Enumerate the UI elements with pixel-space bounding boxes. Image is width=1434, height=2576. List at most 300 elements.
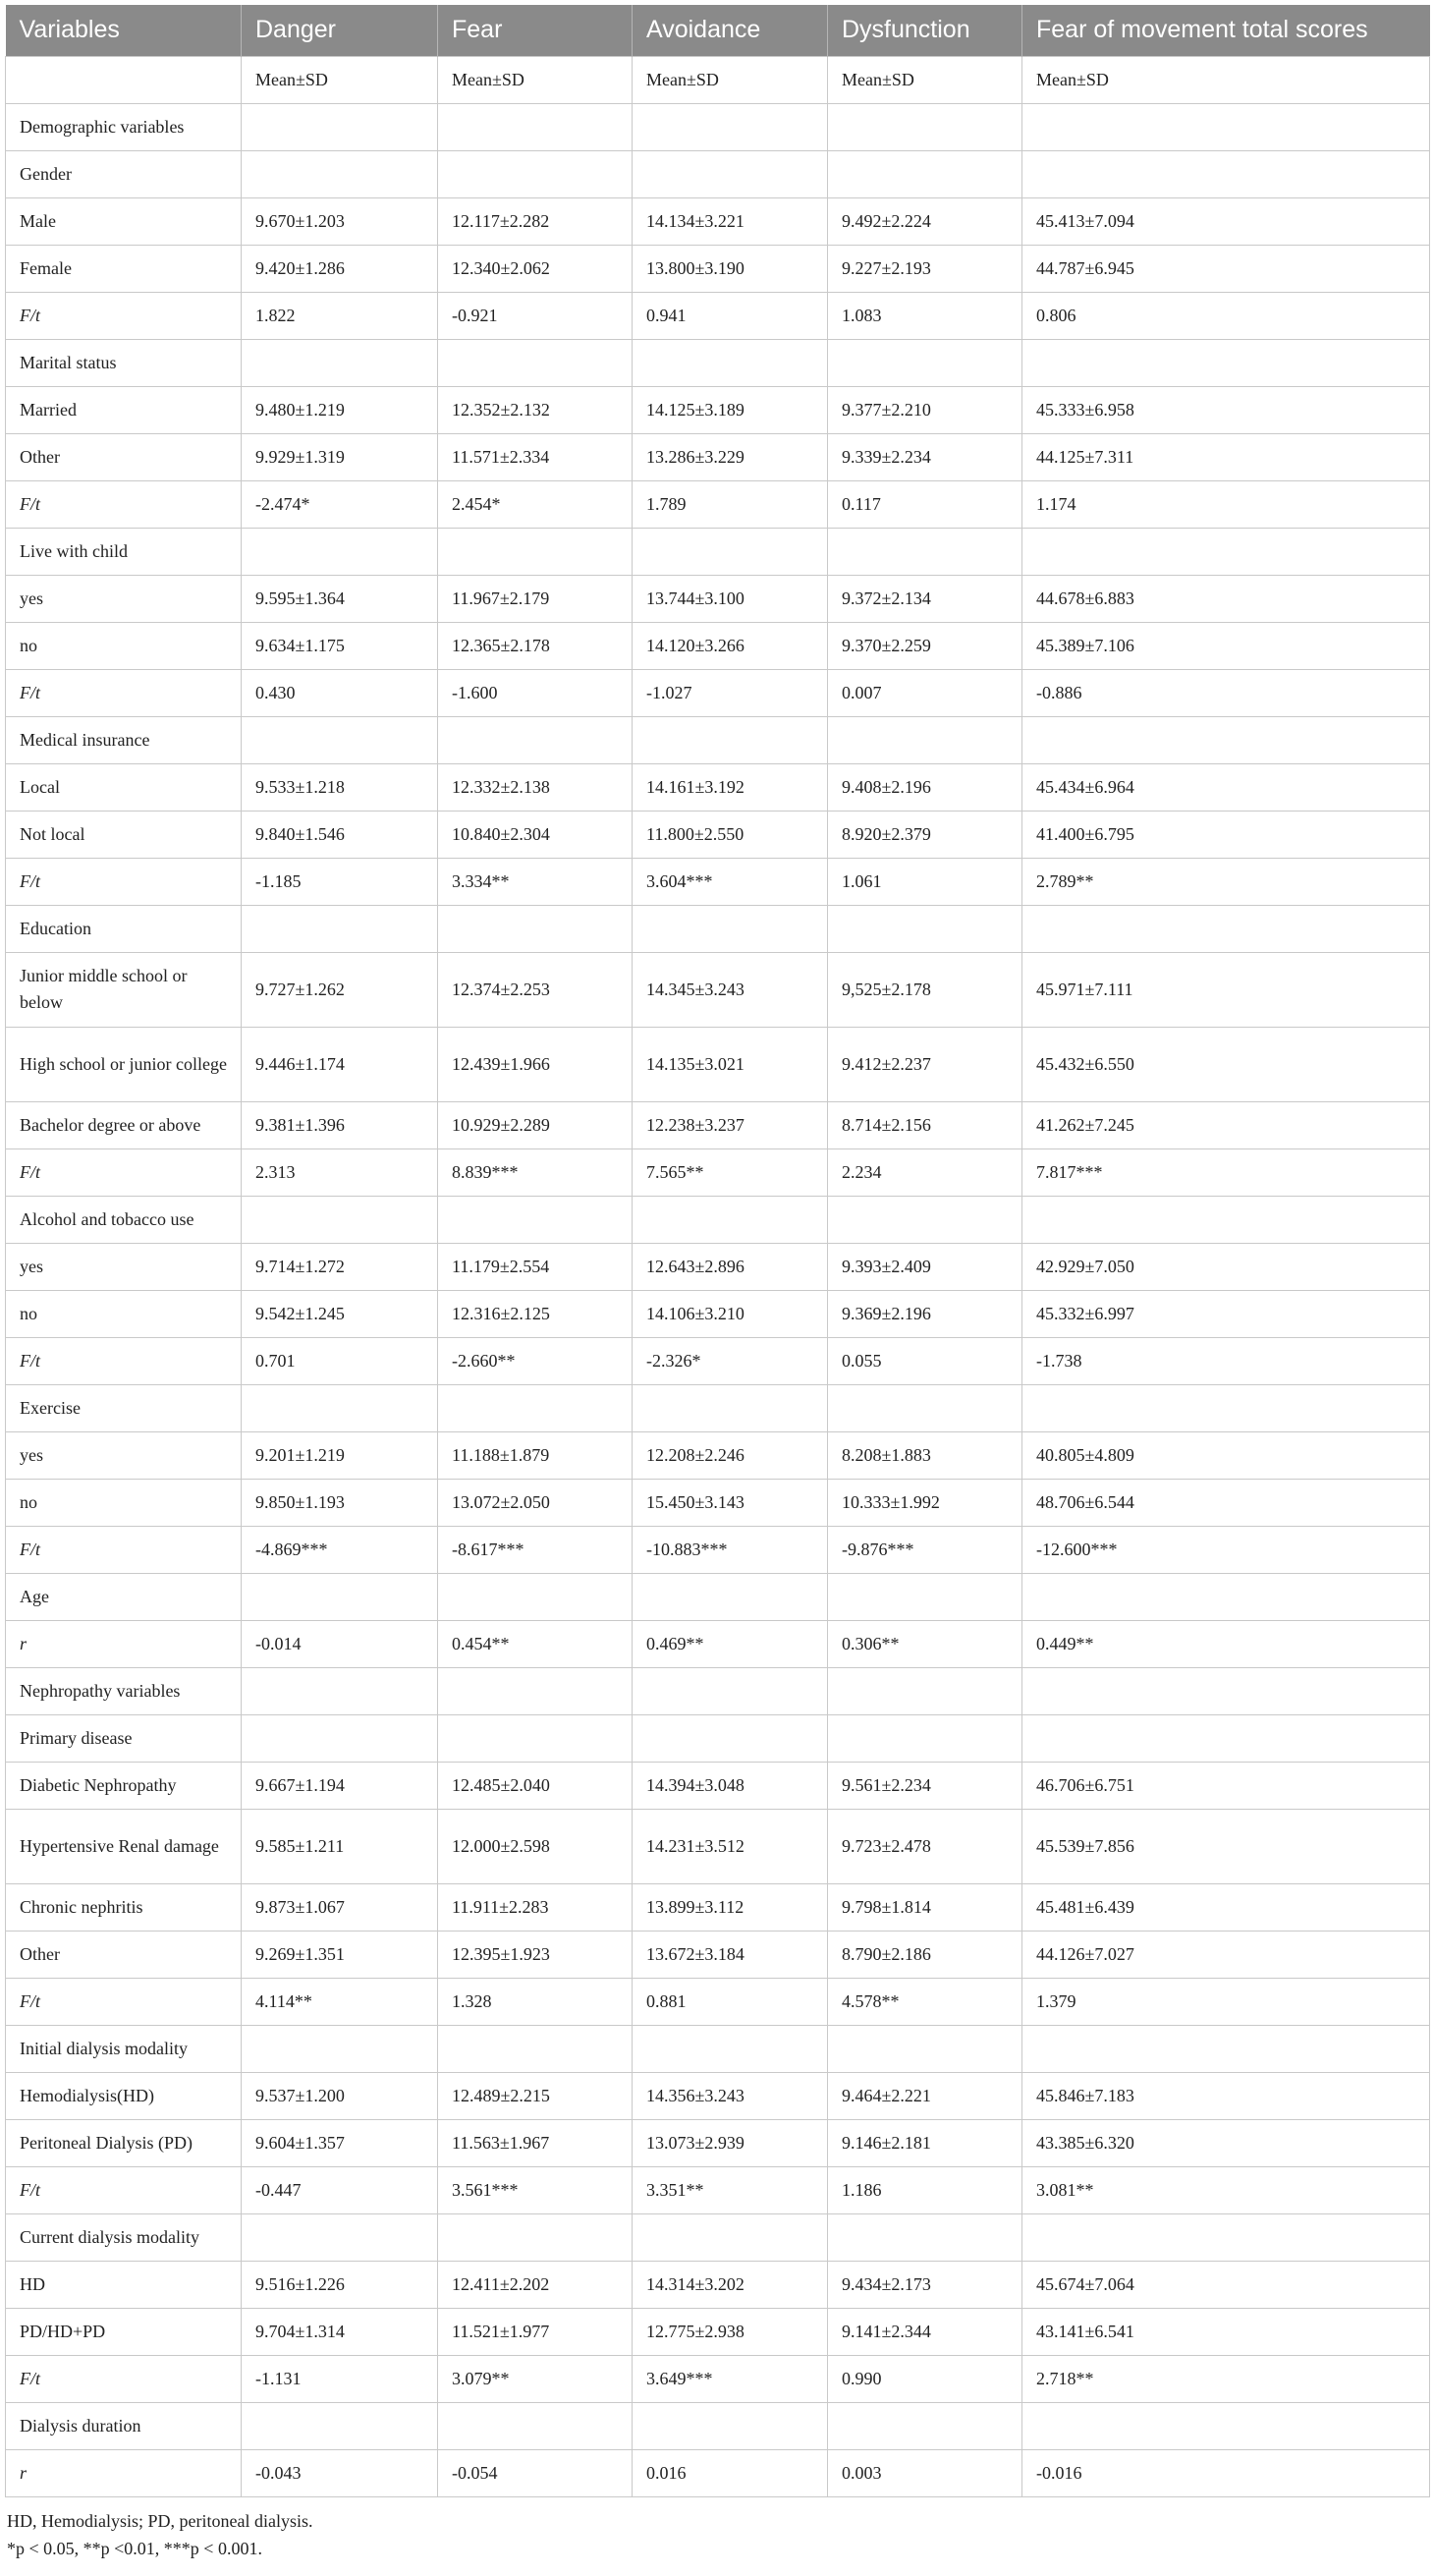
value-cell: 9.850±1.193 xyxy=(242,1479,438,1526)
value-cell xyxy=(242,1714,438,1762)
value-cell: 11.521±1.977 xyxy=(438,2308,633,2355)
value-cell: 3.334** xyxy=(438,858,633,905)
value-cell: -1.027 xyxy=(633,669,828,716)
value-cell: -0.886 xyxy=(1022,669,1430,716)
value-cell: 9.227±2.193 xyxy=(828,245,1022,292)
row-label-cell: r xyxy=(6,1620,242,1667)
row-label-cell: Primary disease xyxy=(6,1714,242,1762)
value-cell: 0.007 xyxy=(828,669,1022,716)
row-label-cell: Junior middle school or below xyxy=(6,952,242,1027)
value-cell: 12.340±2.062 xyxy=(438,245,633,292)
row-label-cell: Local xyxy=(6,763,242,811)
value-cell: 45.481±6.439 xyxy=(1022,1883,1430,1931)
value-cell xyxy=(633,1384,828,1431)
value-cell: 12.117±2.282 xyxy=(438,197,633,245)
value-cell xyxy=(1022,716,1430,763)
value-cell: 14.314±3.202 xyxy=(633,2261,828,2308)
value-cell: 0.990 xyxy=(828,2355,1022,2402)
row-label-cell: Age xyxy=(6,1573,242,1620)
value-cell: 0.016 xyxy=(633,2449,828,2496)
value-cell: 13.072±2.050 xyxy=(438,1479,633,1526)
value-cell xyxy=(633,2402,828,2449)
value-cell xyxy=(633,103,828,150)
value-cell: 42.929±7.050 xyxy=(1022,1243,1430,1290)
value-cell: 0.003 xyxy=(828,2449,1022,2496)
value-cell: 9.585±1.211 xyxy=(242,1809,438,1883)
row-label-cell: yes xyxy=(6,1243,242,1290)
value-cell: 9.561±2.234 xyxy=(828,1762,1022,1809)
value-cell: 1.083 xyxy=(828,292,1022,339)
value-cell xyxy=(1022,528,1430,575)
table-row xyxy=(6,1101,1430,1148)
value-cell: 13.800±3.190 xyxy=(633,245,828,292)
value-cell: 12.365±2.178 xyxy=(438,622,633,669)
value-cell xyxy=(828,2402,1022,2449)
value-cell: 3.604*** xyxy=(633,858,828,905)
value-cell: -2.326* xyxy=(633,1337,828,1384)
row-label-cell: Medical insurance xyxy=(6,716,242,763)
value-cell: 7.565** xyxy=(633,1148,828,1196)
value-cell xyxy=(828,2213,1022,2261)
table-row xyxy=(6,1337,1430,1384)
value-cell: 9.667±1.194 xyxy=(242,1762,438,1809)
value-cell xyxy=(1022,1384,1430,1431)
value-cell xyxy=(438,1384,633,1431)
row-label-cell: F/t xyxy=(6,2166,242,2213)
row-label-cell: F/t xyxy=(6,480,242,528)
value-cell: 12.411±2.202 xyxy=(438,2261,633,2308)
table-row xyxy=(6,858,1430,905)
value-cell xyxy=(1022,905,1430,952)
row-label-cell: Other xyxy=(6,433,242,480)
value-cell: -4.869*** xyxy=(242,1526,438,1573)
table-row xyxy=(6,2072,1430,2119)
value-cell: 0.430 xyxy=(242,669,438,716)
value-cell: 45.846±7.183 xyxy=(1022,2072,1430,2119)
results-table xyxy=(5,5,1430,2497)
value-cell xyxy=(438,150,633,197)
value-cell: 1.789 xyxy=(633,480,828,528)
footnote-significance: *p < 0.05, **p <0.01, ***p < 0.001. xyxy=(7,2538,262,2558)
value-cell: 0.941 xyxy=(633,292,828,339)
value-cell: 1.186 xyxy=(828,2166,1022,2213)
table-row xyxy=(6,1196,1430,1243)
value-cell xyxy=(828,1196,1022,1243)
value-cell: 1.328 xyxy=(438,1978,633,2025)
value-cell: 3.649*** xyxy=(633,2355,828,2402)
value-cell xyxy=(633,2213,828,2261)
value-cell xyxy=(438,528,633,575)
value-cell xyxy=(242,1573,438,1620)
table-row xyxy=(6,952,1430,1027)
value-cell: 14.135±3.021 xyxy=(633,1027,828,1101)
row-label-cell: no xyxy=(6,622,242,669)
value-cell xyxy=(438,905,633,952)
value-cell: 9.412±2.237 xyxy=(828,1027,1022,1101)
table-row xyxy=(6,1883,1430,1931)
footnote-abbreviations: HD, Hemodialysis; PD, peritoneal dialysis. xyxy=(7,2510,313,2531)
value-cell xyxy=(828,905,1022,952)
table-container xyxy=(5,5,1429,2562)
table-row xyxy=(6,811,1430,858)
value-cell: 9.723±2.478 xyxy=(828,1809,1022,1883)
value-cell: 45.332±6.997 xyxy=(1022,1290,1430,1337)
table-row xyxy=(6,622,1430,669)
value-cell: 9.201±1.219 xyxy=(242,1431,438,1479)
value-cell xyxy=(242,1196,438,1243)
value-cell: 0.454** xyxy=(438,1620,633,1667)
value-cell: 9.929±1.319 xyxy=(242,433,438,480)
row-label-cell: Hypertensive Renal damage xyxy=(6,1809,242,1883)
row-label-cell: Live with child xyxy=(6,528,242,575)
value-cell: -0.447 xyxy=(242,2166,438,2213)
table-row xyxy=(6,1667,1430,1714)
table-row xyxy=(6,1027,1430,1101)
value-cell xyxy=(438,2213,633,2261)
value-cell: 13.899±3.112 xyxy=(633,1883,828,1931)
table-row xyxy=(6,1148,1430,1196)
value-cell xyxy=(633,339,828,386)
value-cell: 0.055 xyxy=(828,1337,1022,1384)
header-fear: Fear xyxy=(438,5,633,56)
value-cell: 9.141±2.344 xyxy=(828,2308,1022,2355)
value-cell: 3.561*** xyxy=(438,2166,633,2213)
value-cell: 9.873±1.067 xyxy=(242,1883,438,1931)
value-cell: 41.262±7.245 xyxy=(1022,1101,1430,1148)
value-cell xyxy=(633,1714,828,1762)
value-cell: -1.185 xyxy=(242,858,438,905)
value-cell: 11.188±1.879 xyxy=(438,1431,633,1479)
value-cell: -8.617*** xyxy=(438,1526,633,1573)
value-cell xyxy=(438,1196,633,1243)
table-row xyxy=(6,575,1430,622)
table-row xyxy=(6,433,1430,480)
value-cell: 1.379 xyxy=(1022,1978,1430,2025)
value-cell: 14.394±3.048 xyxy=(633,1762,828,1809)
value-cell: 11.571±2.334 xyxy=(438,433,633,480)
value-cell: 45.971±7.111 xyxy=(1022,952,1430,1027)
value-cell: 43.385±6.320 xyxy=(1022,2119,1430,2166)
value-cell: 9.595±1.364 xyxy=(242,575,438,622)
value-cell: 12.000±2.598 xyxy=(438,1809,633,1883)
value-cell: 44.125±7.311 xyxy=(1022,433,1430,480)
value-cell: 44.678±6.883 xyxy=(1022,575,1430,622)
value-cell: 9.537±1.200 xyxy=(242,2072,438,2119)
value-cell: -12.600*** xyxy=(1022,1526,1430,1573)
value-cell: 9,525±2.178 xyxy=(828,952,1022,1027)
table-row xyxy=(6,2119,1430,2166)
row-label-cell: Dialysis duration xyxy=(6,2402,242,2449)
value-cell: 12.332±2.138 xyxy=(438,763,633,811)
value-cell xyxy=(242,2213,438,2261)
row-label-cell: Hemodialysis(HD) xyxy=(6,2072,242,2119)
value-cell xyxy=(242,716,438,763)
value-cell: 12.489±2.215 xyxy=(438,2072,633,2119)
value-cell: 12.208±2.246 xyxy=(633,1431,828,1479)
row-label-cell: F/t xyxy=(6,2355,242,2402)
row-label-cell: Bachelor degree or above xyxy=(6,1101,242,1148)
value-cell: 43.141±6.541 xyxy=(1022,2308,1430,2355)
row-label-cell: yes xyxy=(6,575,242,622)
header-variables: Variables xyxy=(6,5,242,56)
value-cell xyxy=(828,1573,1022,1620)
value-cell: -0.043 xyxy=(242,2449,438,2496)
table-body xyxy=(6,56,1430,2496)
table-row xyxy=(6,150,1430,197)
value-cell: 12.395±1.923 xyxy=(438,1931,633,1978)
row-label-cell: Gender xyxy=(6,150,242,197)
value-cell: 9.798±1.814 xyxy=(828,1883,1022,1931)
value-cell: 4.114** xyxy=(242,1978,438,2025)
value-cell xyxy=(1022,1714,1430,1762)
value-cell: 44.787±6.945 xyxy=(1022,245,1430,292)
value-cell: Mean±SD xyxy=(438,56,633,103)
value-cell: 1.822 xyxy=(242,292,438,339)
row-label-cell: HD xyxy=(6,2261,242,2308)
value-cell: 9.377±2.210 xyxy=(828,386,1022,433)
value-cell: 45.432±6.550 xyxy=(1022,1027,1430,1101)
value-cell xyxy=(438,1573,633,1620)
table-row xyxy=(6,716,1430,763)
table-row xyxy=(6,2402,1430,2449)
value-cell: 14.106±3.210 xyxy=(633,1290,828,1337)
value-cell xyxy=(828,1667,1022,1714)
table-row xyxy=(6,56,1430,103)
table-row xyxy=(6,2213,1430,2261)
value-cell: 12.316±2.125 xyxy=(438,1290,633,1337)
value-cell: 8.839*** xyxy=(438,1148,633,1196)
value-cell: 0.469** xyxy=(633,1620,828,1667)
row-label-cell: Other xyxy=(6,1931,242,1978)
table-row xyxy=(6,197,1430,245)
value-cell: 11.179±2.554 xyxy=(438,1243,633,1290)
value-cell: 9.381±1.396 xyxy=(242,1101,438,1148)
value-cell: 9.393±2.409 xyxy=(828,1243,1022,1290)
value-cell: 9.604±1.357 xyxy=(242,2119,438,2166)
value-cell xyxy=(242,2025,438,2072)
header-avoidance: Avoidance xyxy=(633,5,828,56)
value-cell: 14.161±3.192 xyxy=(633,763,828,811)
table-row xyxy=(6,386,1430,433)
value-cell: 0.449** xyxy=(1022,1620,1430,1667)
value-cell: 13.672±3.184 xyxy=(633,1931,828,1978)
value-cell xyxy=(828,528,1022,575)
value-cell: 12.775±2.938 xyxy=(633,2308,828,2355)
value-cell: -1.738 xyxy=(1022,1337,1430,1384)
value-cell: 46.706±6.751 xyxy=(1022,1762,1430,1809)
value-cell: 14.356±3.243 xyxy=(633,2072,828,2119)
value-cell: 8.920±2.379 xyxy=(828,811,1022,858)
value-cell xyxy=(1022,150,1430,197)
table-row xyxy=(6,103,1430,150)
value-cell: 3.081** xyxy=(1022,2166,1430,2213)
value-cell xyxy=(633,716,828,763)
table-row xyxy=(6,292,1430,339)
value-cell: 13.744±3.100 xyxy=(633,575,828,622)
value-cell: 9.446±1.174 xyxy=(242,1027,438,1101)
value-cell xyxy=(438,716,633,763)
row-label-cell: Diabetic Nephropathy xyxy=(6,1762,242,1809)
value-cell xyxy=(1022,1667,1430,1714)
value-cell: 0.306** xyxy=(828,1620,1022,1667)
table-row xyxy=(6,1431,1430,1479)
value-cell: 0.881 xyxy=(633,1978,828,2025)
row-label-cell: no xyxy=(6,1290,242,1337)
value-cell xyxy=(1022,2025,1430,2072)
value-cell: 1.061 xyxy=(828,858,1022,905)
value-cell: 9.146±2.181 xyxy=(828,2119,1022,2166)
value-cell xyxy=(242,150,438,197)
value-cell xyxy=(1022,103,1430,150)
value-cell xyxy=(828,2025,1022,2072)
value-cell xyxy=(828,150,1022,197)
value-cell xyxy=(438,2025,633,2072)
row-label-cell: Demographic variables xyxy=(6,103,242,150)
value-cell: 0.806 xyxy=(1022,292,1430,339)
row-label-cell: High school or junior college xyxy=(6,1027,242,1101)
value-cell: 14.125±3.189 xyxy=(633,386,828,433)
value-cell: 14.231±3.512 xyxy=(633,1809,828,1883)
row-label-cell: Current dialysis modality xyxy=(6,2213,242,2261)
value-cell: 8.714±2.156 xyxy=(828,1101,1022,1148)
value-cell xyxy=(828,716,1022,763)
value-cell: 9.369±2.196 xyxy=(828,1290,1022,1337)
value-cell: 9.492±2.224 xyxy=(828,197,1022,245)
table-row xyxy=(6,1290,1430,1337)
table-row xyxy=(6,1479,1430,1526)
header-dysfunction: Dysfunction xyxy=(828,5,1022,56)
row-label-cell: r xyxy=(6,2449,242,2496)
value-cell xyxy=(828,103,1022,150)
value-cell: 11.967±2.179 xyxy=(438,575,633,622)
table-row xyxy=(6,1931,1430,1978)
value-cell: 9.370±2.259 xyxy=(828,622,1022,669)
value-cell xyxy=(242,2402,438,2449)
table-row xyxy=(6,763,1430,811)
value-cell xyxy=(1022,1573,1430,1620)
table-row xyxy=(6,2261,1430,2308)
value-cell: 4.578** xyxy=(828,1978,1022,2025)
value-cell: 45.674±7.064 xyxy=(1022,2261,1430,2308)
value-cell: 12.643±2.896 xyxy=(633,1243,828,1290)
value-cell: 9.516±1.226 xyxy=(242,2261,438,2308)
value-cell xyxy=(828,1714,1022,1762)
value-cell: -0.016 xyxy=(1022,2449,1430,2496)
row-label-cell: Exercise xyxy=(6,1384,242,1431)
value-cell: 0.701 xyxy=(242,1337,438,1384)
value-cell xyxy=(438,103,633,150)
value-cell: 9.542±1.245 xyxy=(242,1290,438,1337)
table-row xyxy=(6,1714,1430,1762)
row-label-cell: F/t xyxy=(6,1337,242,1384)
row-label-cell xyxy=(6,56,242,103)
value-cell: 10.333±1.992 xyxy=(828,1479,1022,1526)
value-cell: 2.454* xyxy=(438,480,633,528)
value-cell: 45.413±7.094 xyxy=(1022,197,1430,245)
header-danger: Danger xyxy=(242,5,438,56)
table-row xyxy=(6,2166,1430,2213)
value-cell: 48.706±6.544 xyxy=(1022,1479,1430,1526)
value-cell: -0.921 xyxy=(438,292,633,339)
value-cell xyxy=(633,905,828,952)
value-cell: 9.372±2.134 xyxy=(828,575,1022,622)
value-cell: 8.208±1.883 xyxy=(828,1431,1022,1479)
row-label-cell: F/t xyxy=(6,1526,242,1573)
row-label-cell: Initial dialysis modality xyxy=(6,2025,242,2072)
table-row xyxy=(6,1384,1430,1431)
table-row xyxy=(6,1573,1430,1620)
row-label-cell: F/t xyxy=(6,858,242,905)
value-cell xyxy=(242,1667,438,1714)
table-row xyxy=(6,1526,1430,1573)
row-label-cell: Chronic nephritis xyxy=(6,1883,242,1931)
value-cell: -1.131 xyxy=(242,2355,438,2402)
value-cell: -2.474* xyxy=(242,480,438,528)
value-cell: 13.073±2.939 xyxy=(633,2119,828,2166)
value-cell: 45.389±7.106 xyxy=(1022,622,1430,669)
value-cell: -1.600 xyxy=(438,669,633,716)
table-row xyxy=(6,905,1430,952)
value-cell: 9.840±1.546 xyxy=(242,811,438,858)
row-label-cell: Alcohol and tobacco use xyxy=(6,1196,242,1243)
value-cell xyxy=(242,1384,438,1431)
value-cell: 12.374±2.253 xyxy=(438,952,633,1027)
value-cell: 11.911±2.283 xyxy=(438,1883,633,1931)
row-label-cell: F/t xyxy=(6,1148,242,1196)
value-cell xyxy=(633,1196,828,1243)
value-cell: 9.420±1.286 xyxy=(242,245,438,292)
value-cell: Mean±SD xyxy=(1022,56,1430,103)
table-row xyxy=(6,339,1430,386)
value-cell: 2.234 xyxy=(828,1148,1022,1196)
value-cell: 40.805±4.809 xyxy=(1022,1431,1430,1479)
value-cell: 9.634±1.175 xyxy=(242,622,438,669)
value-cell xyxy=(242,103,438,150)
value-cell: 8.790±2.186 xyxy=(828,1931,1022,1978)
value-cell: 14.120±3.266 xyxy=(633,622,828,669)
value-cell: 41.400±6.795 xyxy=(1022,811,1430,858)
value-cell: -9.876*** xyxy=(828,1526,1022,1573)
table-row xyxy=(6,2025,1430,2072)
value-cell: 2.313 xyxy=(242,1148,438,1196)
table-row xyxy=(6,528,1430,575)
table-row xyxy=(6,1243,1430,1290)
value-cell: 10.840±2.304 xyxy=(438,811,633,858)
row-label-cell: no xyxy=(6,1479,242,1526)
value-cell xyxy=(1022,2213,1430,2261)
row-label-cell: Marital status xyxy=(6,339,242,386)
table-row xyxy=(6,669,1430,716)
value-cell: 9.464±2.221 xyxy=(828,2072,1022,2119)
value-cell: 45.539±7.856 xyxy=(1022,1809,1430,1883)
value-cell xyxy=(438,1714,633,1762)
value-cell: 1.174 xyxy=(1022,480,1430,528)
row-label-cell: Nephropathy variables xyxy=(6,1667,242,1714)
table-row xyxy=(6,1809,1430,1883)
footnotes xyxy=(5,2497,1429,2562)
row-label-cell: F/t xyxy=(6,292,242,339)
value-cell xyxy=(242,339,438,386)
value-cell xyxy=(828,1384,1022,1431)
value-cell: 45.434±6.964 xyxy=(1022,763,1430,811)
table-row xyxy=(6,2308,1430,2355)
table-row xyxy=(6,245,1430,292)
value-cell: 10.929±2.289 xyxy=(438,1101,633,1148)
row-label-cell: Male xyxy=(6,197,242,245)
value-cell: 9.714±1.272 xyxy=(242,1243,438,1290)
value-cell xyxy=(828,339,1022,386)
value-cell: 9.408±2.196 xyxy=(828,763,1022,811)
